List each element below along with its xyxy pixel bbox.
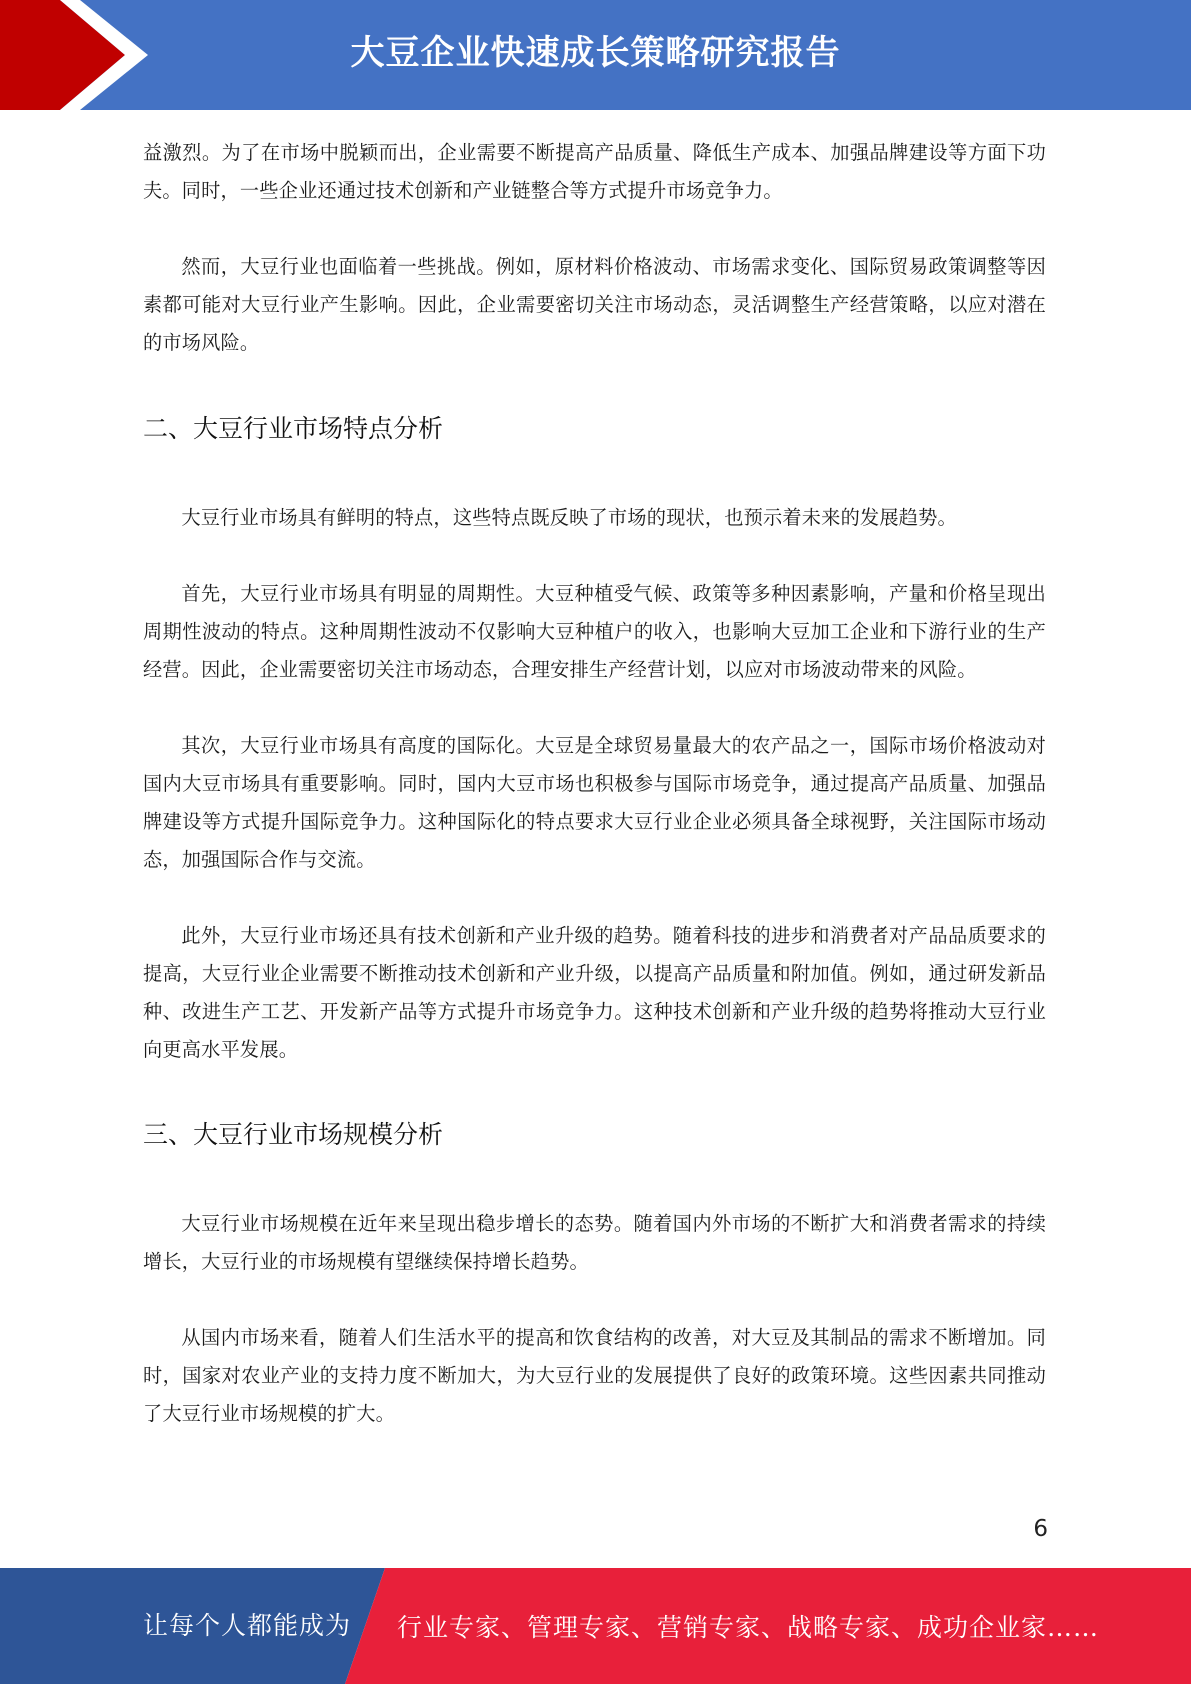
paragraph: 首先，大豆行业市场具有明显的周期性。大豆种植受气候、政策等多种因素影响，产量和价格呈现出周期性波动的特点。这种周期性波动不仅影响大豆种植户的收入，也影响大豆加工企业和下游行业的生产经营。因此，企业需要密切关注市场动态，合理安排生产经营计划，以应对市场波动带来的风险。 bbox=[143, 582, 1046, 681]
paragraph-spacer bbox=[143, 537, 1046, 575]
section-spacer bbox=[143, 1155, 1046, 1205]
section-spacer bbox=[143, 1069, 1046, 1115]
page-content bbox=[143, 134, 1046, 1433]
paragraph: 益激烈。为了在市场中脱颖而出，企业需要不断提高产品质量、降低生产成本、加强品牌建设等方面下功夫。同时，一些企业还通过技术创新和产业链整合等方式提升市场竞争力。 bbox=[143, 141, 1046, 202]
paragraph: 大豆行业市场具有鲜明的特点，这些特点既反映了市场的现状，也预示着未来的发展趋势。 bbox=[181, 506, 957, 529]
footer-slogan-right: 行业专家、管理专家、营销专家、战略专家、成功企业家…… bbox=[397, 1613, 1100, 1642]
page-header bbox=[0, 0, 1191, 110]
paragraph: 此外，大豆行业市场还具有技术创新和产业升级的趋势。随着科技的进步和消费者对产品品质要求的提高，大豆行业企业需要不断推动技术创新和产业升级，以提高产品质量和附加值。例如，通过研发新品种、改进生产工艺、开发新产品等方式提升市场竞争力。这种技术创新和产业升级的趋势将推动大豆行业向更高水平发展。 bbox=[143, 924, 1046, 1061]
page-footer bbox=[0, 1568, 1191, 1684]
section-spacer bbox=[143, 362, 1046, 409]
section-heading: 二、大豆行业市场特点分析 bbox=[143, 414, 444, 443]
paragraph-spacer bbox=[143, 689, 1046, 727]
paragraph: 然而，大豆行业也面临着一些挑战。例如，原材料价格波动、市场需求变化、国际贸易政策调整等因素都可能对大豆行业产生影响。因此，企业需要密切关注市场动态，灵活调整生产经营策略，以应对潜在的市场风险。 bbox=[143, 255, 1046, 354]
footer-slogan-left: 让每个人都能成为 bbox=[143, 1611, 352, 1640]
paragraph-spacer bbox=[143, 1281, 1046, 1319]
paragraph: 大豆行业市场规模在近年来呈现出稳步增长的态势。随着国内外市场的不断扩大和消费者需求的持续增长，大豆行业的市场规模有望继续保持增长趋势。 bbox=[143, 1212, 1046, 1273]
paragraph: 从国内市场来看，随着人们生活水平的提高和饮食结构的改善，对大豆及其制品的需求不断增加。同时，国家对农业产业的支持力度不断加大，为大豆行业的发展提供了良好的政策环境。这些因素共同推动了大豆行业市场规模的扩大。 bbox=[143, 1326, 1046, 1425]
section-heading: 三、大豆行业市场规模分析 bbox=[143, 1120, 444, 1149]
paragraph-spacer bbox=[143, 210, 1046, 248]
page-number: 6 bbox=[1033, 1516, 1048, 1542]
section-spacer bbox=[143, 449, 1046, 499]
paragraph: 其次，大豆行业市场具有高度的国际化。大豆是全球贸易量最大的农产品之一，国际市场价格波动对国内大豆市场具有重要影响。同时，国内大豆市场也积极参与国际市场竞争，通过提高产品质量、加强品牌建设等方式提升国际竞争力。这种国际化的特点要求大豆行业企业必须具备全球视野，关注国际市场动态，加强国际合作与交流。 bbox=[143, 734, 1046, 871]
report-title: 大豆企业快速成长策略研究报告 bbox=[350, 33, 841, 73]
paragraph-spacer bbox=[143, 879, 1046, 917]
